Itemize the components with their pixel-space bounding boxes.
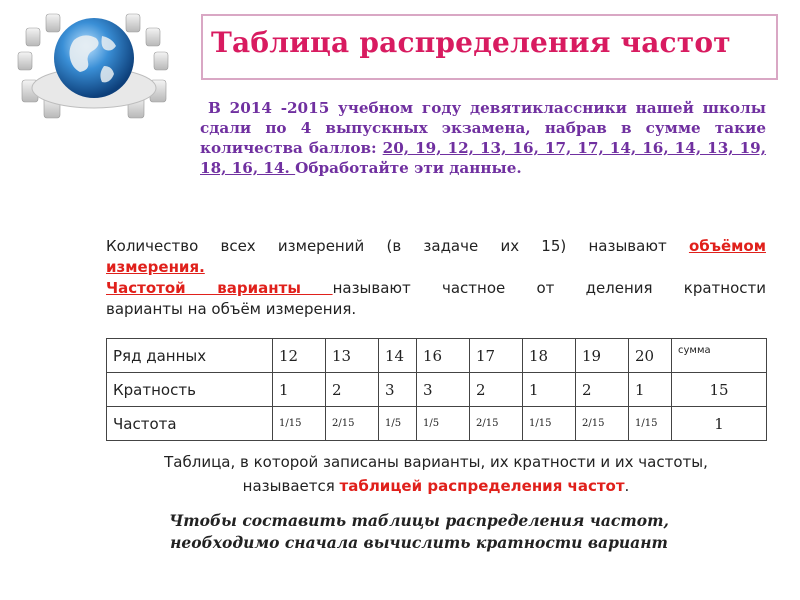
table-cell: 1/15 [629, 407, 672, 441]
table-cell: 2/15 [326, 407, 379, 441]
table-cell: 14 [379, 339, 417, 373]
term-frequency: Частотой варианты [106, 279, 333, 297]
table-cell: 13 [326, 339, 379, 373]
table-cell: 1/15 [523, 407, 576, 441]
row-label: Кратность [107, 373, 273, 407]
table-cell: 1/5 [379, 407, 417, 441]
caption-line-1: Таблица, в которой записаны варианты, их кратности и их частоты, [164, 453, 708, 471]
table-cell: 2 [326, 373, 379, 407]
table-cell: 2/15 [576, 407, 629, 441]
sum-cell: 1 [672, 407, 767, 441]
problem-text-before: В 2014 -2015 учебном году девятиклассники нашей школы сдали по 4 выпускных экзамена, набрав в сумме такие количества баллов: [200, 99, 766, 157]
frequency-table [106, 338, 767, 441]
table-cell: 20 [629, 339, 672, 373]
title-box [201, 14, 778, 80]
problem-text-after: Обработайте эти данные. [295, 159, 522, 177]
table-cell: 18 [523, 339, 576, 373]
table-cell: 2 [470, 373, 523, 407]
term-volume: объёмом [688, 237, 766, 255]
definition-line-2 [106, 257, 766, 278]
page-title: Таблица распределения частот [211, 26, 731, 59]
sum-cell: 15 [672, 373, 767, 407]
term-measurement: измерения. [106, 258, 205, 276]
table-cell: 1 [629, 373, 672, 407]
definition-line1-prefix: Количество всех измерений (в задаче их 15) называют [106, 237, 689, 255]
problem-scores: 20, 19, 12, 13, 16, 17, 17, 14, 16, 14, 13, 19, 18, 16, 14. [200, 139, 767, 177]
table-cell: 16 [417, 339, 470, 373]
definition-line-4: варианты на объём измерения. [106, 300, 357, 318]
table-cell: 12 [273, 339, 326, 373]
table-row-multiplicity [107, 373, 767, 407]
sum-header: сумма [672, 339, 767, 373]
caption-line2-prefix: называется [242, 477, 340, 495]
row-label: Ряд данных [107, 339, 273, 373]
table-cell: 19 [576, 339, 629, 373]
table-cell: 1/5 [417, 407, 470, 441]
conclusion-line-2: необходимо сначала вычислить кратности вариант [170, 533, 668, 552]
definition-line-1 [106, 236, 766, 257]
table-cell: 1 [273, 373, 326, 407]
definition-line3-rest: называют частное от деления кратности [332, 279, 766, 297]
table-caption [106, 450, 766, 498]
table-cell: 2 [576, 373, 629, 407]
term-frequency-table: таблицей распределения частот [339, 477, 625, 495]
definitions-paragraph [106, 236, 766, 320]
table-cell: 1 [523, 373, 576, 407]
conclusion-statement [104, 510, 734, 554]
table-row-frequency [107, 407, 767, 441]
table-row-data-series [107, 339, 767, 373]
definition-line-3 [106, 278, 766, 299]
row-label: Частота [107, 407, 273, 441]
problem-statement [200, 98, 766, 178]
table-cell: 3 [379, 373, 417, 407]
conclusion-line-1: Чтобы составить таблицы распределения частот, [169, 511, 669, 530]
table-cell: 17 [470, 339, 523, 373]
globe-with-chairs-icon [4, 6, 184, 124]
table-cell: 1/15 [273, 407, 326, 441]
table-cell: 3 [417, 373, 470, 407]
table-cell: 2/15 [470, 407, 523, 441]
caption-line-2 [106, 474, 766, 498]
caption-line2-suffix: . [624, 477, 630, 495]
